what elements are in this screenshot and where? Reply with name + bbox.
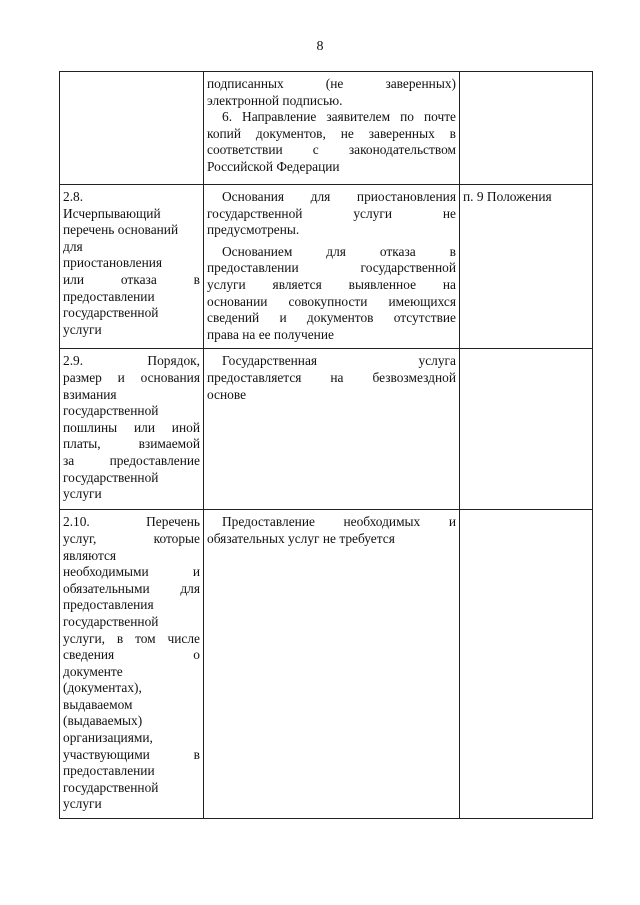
requirement-content-cell <box>204 349 460 510</box>
cell-text-line: организациями, <box>63 730 153 746</box>
cell-text-line: Основанием для отказа в <box>222 243 456 259</box>
table-row <box>60 349 593 510</box>
cell-text-line: (выдаваемых) <box>63 713 143 729</box>
cell-text-line: Государственная услуга <box>222 353 456 369</box>
legal-basis-cell <box>460 510 593 819</box>
cell-text-line: государственной <box>63 779 159 795</box>
cell-text-line: предоставляется на безвозмездной <box>207 369 456 385</box>
cell-text-line: взимания <box>63 386 117 402</box>
cell-text-line: услуги <box>63 321 102 337</box>
requirement-name-cell <box>60 72 204 185</box>
cell-text-line: или отказа в <box>63 271 200 287</box>
cell-text-line: перечень оснований <box>63 222 179 238</box>
requirement-name-cell <box>60 510 204 819</box>
cell-text-line: для <box>63 238 83 254</box>
cell-text-line: государственной <box>63 469 159 485</box>
cell-text-line: Российской Федерации <box>207 158 340 174</box>
requirement-name-cell <box>60 185 204 349</box>
cell-text-line: необходимыми и <box>63 564 200 580</box>
cell-text-line: подписанных (не заверенных) <box>207 76 456 91</box>
cell-text-line: основании совокупности имеющихся <box>207 293 456 309</box>
cell-text-line: 2.8. <box>63 189 84 204</box>
cell-text-line: права на ее получение <box>207 326 334 342</box>
cell-text-line: предоставлении <box>63 288 155 304</box>
cell-text-line: услуг, которые <box>63 530 200 546</box>
table-row <box>60 510 593 819</box>
cell-text-line: документе <box>63 663 123 679</box>
cell-text-line: за предоставление <box>63 452 200 468</box>
cell-text-line: сведений и документов отсутствие <box>207 310 456 326</box>
cell-text-line: копий документов, не заверенных в <box>207 125 456 141</box>
table-row <box>60 72 593 185</box>
requirement-content-cell <box>204 185 460 349</box>
requirement-content-cell <box>204 72 460 185</box>
legal-basis-cell <box>460 72 593 185</box>
cell-text-line: услуги <box>63 486 102 502</box>
cell-text-line: платы, взимаемой <box>63 436 200 452</box>
table-body <box>60 72 593 819</box>
cell-text-line: 6. Направление заявителем по почте <box>222 109 456 125</box>
requirement-content-cell <box>204 510 460 819</box>
cell-text-line: обязательными для <box>63 580 200 596</box>
cell-text-line: 2.9. Порядок, <box>63 353 200 369</box>
cell-text-line: услуги <box>63 796 102 812</box>
table-row <box>60 185 593 349</box>
cell-text-line: государственной <box>63 305 159 321</box>
service-requirements-table <box>59 71 593 819</box>
cell-text-line: государственной <box>63 403 159 419</box>
page-number: 8 <box>316 39 324 54</box>
cell-text-line: государственной услуги не <box>207 205 456 221</box>
cell-text-line: электронной подписью. <box>207 92 343 108</box>
cell-text-line: соответствии с законодательством <box>207 142 456 158</box>
cell-text-line: государственной <box>63 613 159 629</box>
cell-text-line: пошлины или иной <box>63 419 200 435</box>
legal-basis-cell <box>460 349 593 510</box>
cell-text-line: выдаваемом <box>63 696 133 712</box>
cell-text-line: предоставлении государственной <box>207 260 456 276</box>
cell-text-line: приостановления <box>63 255 163 271</box>
cell-text-line: услуги, в том числе <box>63 630 200 646</box>
cell-text-line: Основания для приостановления <box>222 189 456 204</box>
cell-text-line: участвующими в <box>63 746 200 762</box>
cell-text-line: 2.10. Перечень <box>63 514 200 530</box>
cell-text-line: Предоставление необходимых и <box>222 514 456 530</box>
requirement-name-cell <box>60 349 204 510</box>
cell-text-line: предусмотрены. <box>207 222 300 238</box>
cell-text-line: предоставлении <box>63 763 155 779</box>
cell-text-line: услуги является выявленное на <box>207 276 456 292</box>
cell-text-line: сведения о <box>63 647 200 663</box>
cell-text-line: (документах), <box>63 680 142 696</box>
cell-text-line: Исчерпывающий <box>63 205 161 221</box>
legal-basis-cell <box>460 185 593 349</box>
cell-text-line: являются <box>63 547 117 563</box>
cell-text-line: предоставления <box>63 597 154 613</box>
cell-text-line: п. 9 Положения <box>463 189 552 204</box>
cell-text-line: обязательных услуг не требуется <box>207 530 395 546</box>
cell-text-line: размер и основания <box>63 369 200 385</box>
cell-text-line: основе <box>207 386 247 402</box>
